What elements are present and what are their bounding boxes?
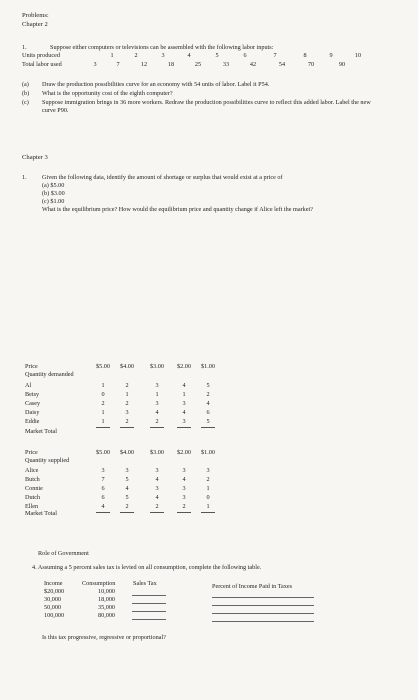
units-produced-value: 2 [134, 52, 138, 59]
demand-person-name: Daisy [25, 409, 40, 416]
supply-price-header: $3.00 [150, 449, 164, 456]
consumption-cell: 35,000 [98, 604, 116, 611]
supply-quantity-cell: 4 [155, 494, 159, 501]
supply-quantity-cell: 1 [206, 503, 210, 510]
demand-total-rule [96, 427, 110, 428]
chapter3-title: Chapter 3 [22, 154, 48, 161]
demand-person-name: Casey [25, 400, 41, 407]
demand-quantity-cell: 5 [206, 418, 210, 425]
units-produced-value: 7 [273, 52, 277, 59]
total-labor-value: 90 [338, 61, 346, 68]
total-labor-value: 7 [116, 61, 120, 68]
units-produced-value: 10 [354, 52, 362, 59]
option-b: (b) $3.00 [42, 190, 65, 197]
percent-paid-blank[interactable] [212, 597, 314, 598]
demand-quantity-cell: 6 [206, 409, 210, 416]
demand-quantity-cell: 1 [101, 409, 105, 416]
demand-quantity-cell: 2 [101, 400, 105, 407]
gov-question: 4. Assuming a 5 percent sales tax is levied on all consumption, complete the following table. [32, 564, 262, 571]
supply-quantity-cell: 0 [206, 494, 210, 501]
supply-market-total: Market Total [25, 510, 57, 517]
demand-quantity-cell: 4 [155, 409, 159, 416]
col-percent: Percent of Income Paid in Taxes [212, 583, 293, 590]
supply-quantity-cell: 4 [101, 503, 105, 510]
equilibrium-question: What is the equilibrium price? How would the equilibrium price and quantity change if Alice left the market? [42, 206, 313, 213]
total-labor-value: 54 [278, 61, 286, 68]
supply-quantity-cell: 6 [101, 494, 105, 501]
units-produced-value: 4 [187, 52, 191, 59]
demand-total-rule [177, 427, 191, 428]
supply-person-name: Connie [25, 485, 43, 492]
supply-person-name: Alice [25, 467, 39, 474]
demand-price-header: $4.00 [120, 363, 134, 370]
ch2-question-number: 1. [22, 44, 27, 51]
supply-quantity-cell: 3 [206, 467, 210, 474]
income-cell: $20,000 [44, 588, 65, 595]
total-labor-value: 33 [222, 61, 230, 68]
total-labor-value: 42 [249, 61, 257, 68]
units-produced-value: 3 [161, 52, 165, 59]
supply-quantity-cell: 6 [101, 485, 105, 492]
sales-tax-blank[interactable] [132, 595, 166, 596]
consumption-cell: 80,000 [98, 612, 116, 619]
part-c-text: Suppose immigration brings in 36 more workers. Redraw the production possibilities curve to reflect this added labor. Label the new curve P90. [42, 99, 371, 114]
demand-quantity-cell: 2 [155, 418, 159, 425]
supply-quantity-cell: 3 [155, 467, 159, 474]
demand-quantity-cell: 1 [125, 391, 129, 398]
percent-paid-blank[interactable] [212, 605, 314, 606]
units-produced-value: 8 [303, 52, 307, 59]
demand-price-header: $3.00 [150, 363, 164, 370]
percent-paid-blank[interactable] [212, 621, 314, 622]
supply-price-header: $2.00 [177, 449, 191, 456]
demand-quantity-cell: 2 [125, 400, 129, 407]
ch3-question-text: Given the following data, identify the amount of shortage or surplus that would exist at a price of [42, 174, 283, 181]
supply-quantity-cell: 4 [125, 485, 129, 492]
supply-quantity-cell: 2 [206, 476, 210, 483]
supply-total-rule [201, 512, 215, 513]
col-consumption: Consumption [82, 580, 116, 587]
demand-person-name: Betsy [25, 391, 40, 398]
sales-tax-blank[interactable] [132, 603, 166, 604]
supply-quantity-label: Quantity supplied [25, 457, 70, 464]
supply-quantity-cell: 2 [182, 503, 186, 510]
part-a-letter: (a) [22, 81, 29, 88]
total-labor-value: 12 [140, 61, 148, 68]
supply-quantity-cell: 2 [155, 503, 159, 510]
units-produced-label: Units produced [22, 52, 60, 59]
demand-total-rule [150, 427, 164, 428]
header-chapter: Chapter 2 [22, 21, 48, 28]
demand-price-label: Price [25, 363, 38, 370]
demand-quantity-cell: 2 [125, 382, 129, 389]
supply-price-header: $4.00 [120, 449, 134, 456]
part-b-text: What is the opportunity cost of the eighth computer? [42, 90, 173, 97]
supply-total-rule [150, 512, 164, 513]
supply-total-rule [120, 512, 134, 513]
supply-quantity-cell: 5 [125, 494, 129, 501]
header-problems: Problems: [22, 12, 49, 19]
demand-market-total: Market Total [25, 428, 57, 435]
demand-price-header: $2.00 [177, 363, 191, 370]
supply-quantity-cell: 3 [182, 467, 186, 474]
consumption-cell: 10,000 [98, 588, 116, 595]
supply-quantity-cell: 3 [182, 494, 186, 501]
gov-title: Role of Government [38, 550, 89, 557]
supply-price-label: Price [25, 449, 38, 456]
demand-person-name: Eddie [25, 418, 40, 425]
part-b-letter: (b) [22, 90, 30, 97]
demand-quantity-cell: 4 [182, 409, 186, 416]
part-a-text: Draw the production possibilities curve for an economy with 54 units of labor. Label it P54. [42, 81, 270, 88]
income-cell: 30,000 [44, 596, 62, 603]
supply-quantity-cell: 3 [155, 485, 159, 492]
sales-tax-blank[interactable] [132, 611, 166, 612]
total-labor-value: 3 [93, 61, 97, 68]
demand-quantity-cell: 3 [155, 382, 159, 389]
demand-quantity-cell: 3 [125, 409, 129, 416]
demand-quantity-cell: 2 [206, 391, 210, 398]
demand-total-rule [120, 427, 134, 428]
supply-quantity-cell: 7 [101, 476, 105, 483]
demand-quantity-cell: 4 [206, 400, 210, 407]
ch2-question-text: Suppose either computers or televisions can be assembled with the following labor inputs: [50, 44, 274, 51]
total-labor-value: 18 [167, 61, 175, 68]
option-a: (a) $5.00 [42, 182, 65, 189]
units-produced-value: 5 [215, 52, 219, 59]
supply-total-rule [177, 512, 191, 513]
demand-quantity-label: Quantity demanded [25, 371, 74, 378]
demand-price-header: $5.00 [96, 363, 110, 370]
supply-price-header: $1.00 [201, 449, 215, 456]
total-labor-label: Total labor used [22, 61, 62, 68]
col-income: Income [44, 580, 63, 587]
demand-quantity-cell: 1 [182, 391, 186, 398]
supply-quantity-cell: 4 [155, 476, 159, 483]
units-produced-value: 9 [329, 52, 333, 59]
final-question: Is this tax progressive, regressive or proportional? [42, 634, 166, 641]
demand-total-rule [201, 427, 215, 428]
supply-person-name: Dutch [25, 494, 41, 501]
demand-quantity-cell: 2 [125, 418, 129, 425]
total-labor-value: 25 [194, 61, 202, 68]
demand-price-header: $1.00 [201, 363, 215, 370]
demand-quantity-cell: 1 [101, 382, 105, 389]
total-labor-value: 70 [307, 61, 315, 68]
demand-quantity-cell: 4 [182, 382, 186, 389]
demand-quantity-cell: 1 [101, 418, 105, 425]
supply-quantity-cell: 3 [125, 467, 129, 474]
supply-price-header: $5.00 [96, 449, 110, 456]
consumption-cell: 18,000 [98, 596, 116, 603]
supply-quantity-cell: 4 [182, 476, 186, 483]
supply-quantity-cell: 1 [206, 485, 210, 492]
option-c: (c) $1.00 [42, 198, 65, 205]
supply-quantity-cell: 5 [125, 476, 129, 483]
supply-quantity-cell: 3 [182, 485, 186, 492]
units-produced-value: 6 [243, 52, 247, 59]
demand-quantity-cell: 3 [182, 400, 186, 407]
supply-person-name: Butch [25, 476, 40, 483]
sales-tax-blank[interactable] [132, 619, 166, 620]
demand-quantity-cell: 1 [155, 391, 159, 398]
income-cell: 50,000 [44, 604, 62, 611]
demand-person-name: Al [25, 382, 32, 389]
col-sales-tax: Sales Tax [133, 580, 157, 587]
supply-quantity-cell: 3 [101, 467, 105, 474]
units-produced-value: 1 [110, 52, 114, 59]
demand-quantity-cell: 3 [182, 418, 186, 425]
supply-quantity-cell: 2 [125, 503, 129, 510]
demand-quantity-cell: 5 [206, 382, 210, 389]
ch3-question-number: 1. [22, 174, 27, 181]
percent-paid-blank[interactable] [212, 613, 314, 614]
demand-quantity-cell: 0 [101, 391, 105, 398]
supply-person-name: Ellen [25, 503, 39, 510]
supply-total-rule [96, 512, 110, 513]
demand-quantity-cell: 3 [155, 400, 159, 407]
part-c-letter: (c) [22, 99, 29, 106]
income-cell: 100,000 [44, 612, 65, 619]
